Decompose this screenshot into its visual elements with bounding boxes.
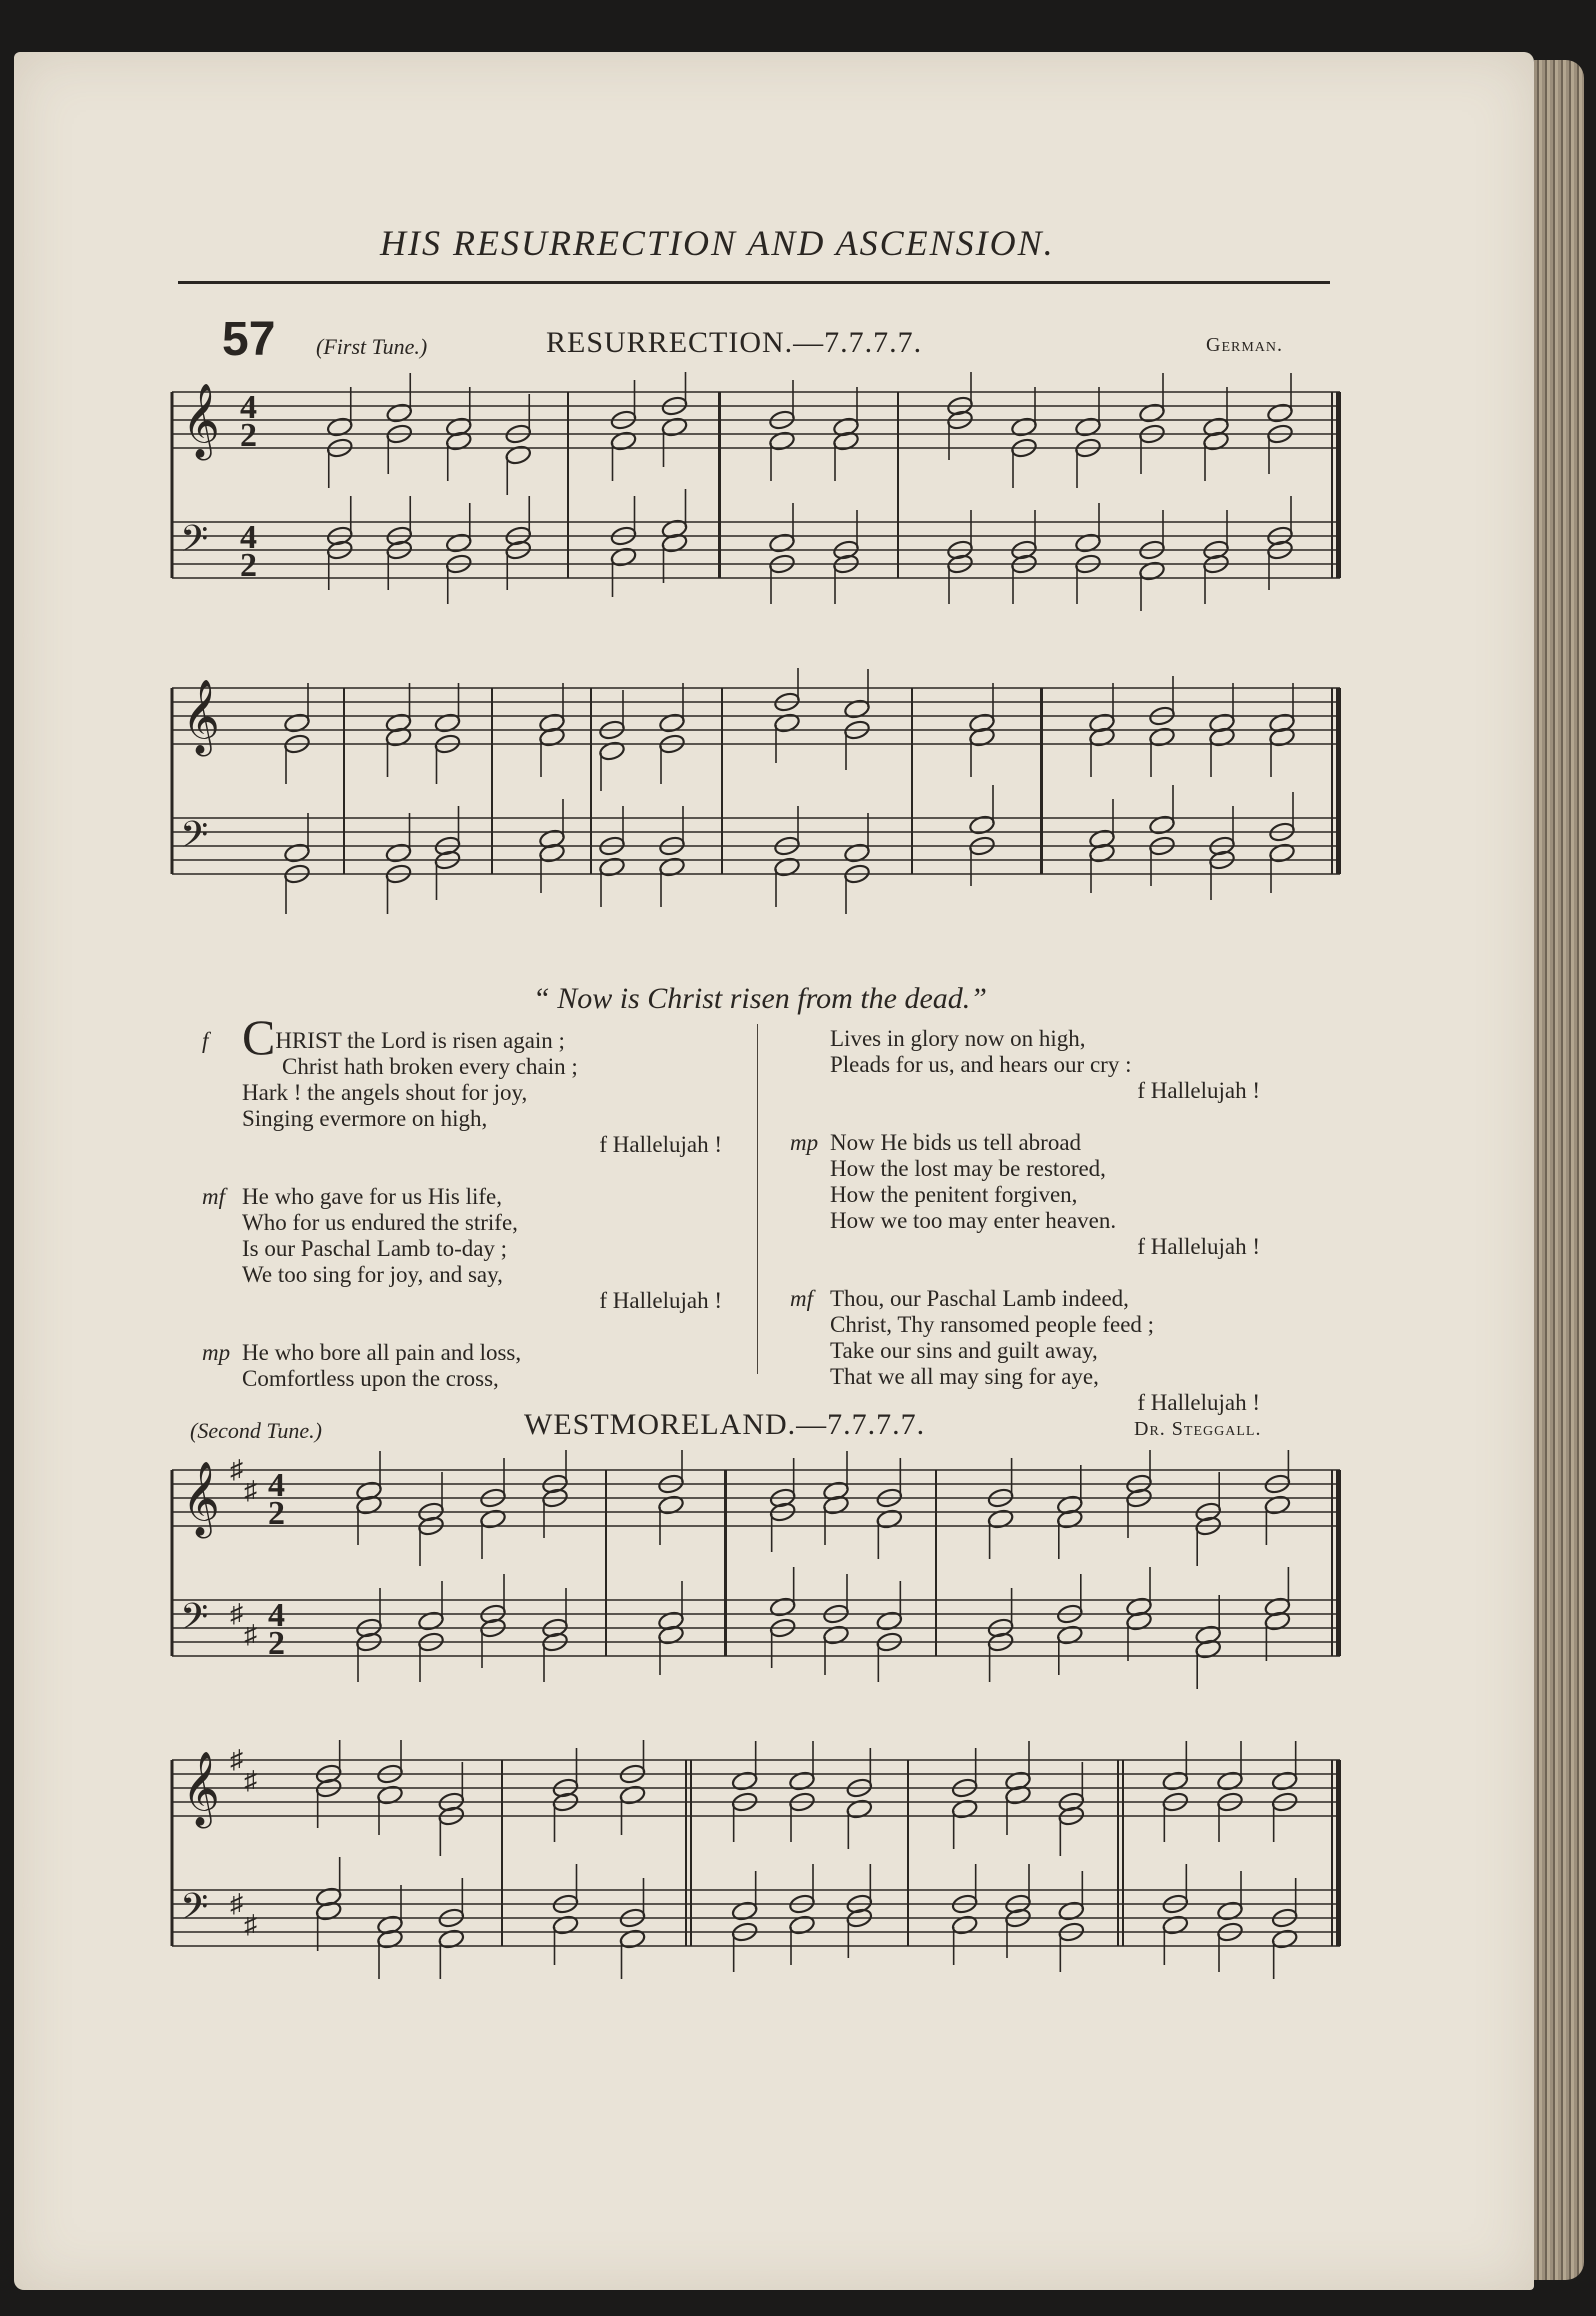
stanza bbox=[790, 1026, 1260, 1104]
time-signature-digit: 4 bbox=[240, 519, 257, 556]
bass-clef: 𝄢 bbox=[180, 518, 209, 569]
refrain-line bbox=[202, 1132, 722, 1158]
verse-text: Take our sins and guilt away, bbox=[830, 1338, 1098, 1363]
verse-line bbox=[202, 1210, 722, 1236]
verse-line bbox=[790, 1026, 1260, 1052]
running-head: HIS RESURRECTION AND ASCENSION. bbox=[380, 223, 1055, 263]
time-signature-digit: 4 bbox=[268, 1597, 285, 1634]
music-system-3 bbox=[160, 1450, 1350, 1730]
verse-line bbox=[790, 1182, 1260, 1208]
epigraph: “ Now is Christ risen from the dead.” bbox=[533, 982, 987, 1015]
refrain-line bbox=[202, 1288, 722, 1314]
verse-text: Hark ! the angels shout for joy, bbox=[242, 1080, 528, 1105]
stanza bbox=[202, 1340, 722, 1392]
verse-line bbox=[202, 1080, 722, 1106]
final-barline-thick bbox=[1336, 1470, 1341, 1656]
verse-text: We too sing for joy, and say, bbox=[242, 1262, 503, 1287]
dynamic-mark: mp bbox=[790, 1130, 819, 1155]
time-signature-digit: 4 bbox=[268, 1467, 285, 1504]
key-sharp: ♯ bbox=[230, 1455, 243, 1484]
time-signature-digit: 2 bbox=[268, 1625, 285, 1662]
verse-text: How the lost may be restored, bbox=[830, 1156, 1106, 1181]
verse-text: How we too may enter heaven. bbox=[830, 1208, 1117, 1233]
verse-text: Comfortless upon the cross, bbox=[242, 1366, 499, 1391]
bass-clef: 𝄢 bbox=[180, 1886, 209, 1937]
time-signature-digit: 2 bbox=[268, 1495, 285, 1532]
bass-clef: 𝄢 bbox=[180, 814, 209, 865]
verse-text: Christ hath broken every chain ; bbox=[282, 1054, 578, 1079]
verse-text: Who for us endured the strife, bbox=[242, 1210, 518, 1235]
treble-clef: 𝄞 bbox=[182, 1462, 220, 1536]
dynamic-mark: mf bbox=[202, 1184, 225, 1209]
first-tune-composer: German. bbox=[1206, 334, 1284, 356]
key-sharp: ♯ bbox=[230, 1889, 243, 1918]
second-tune-composer: Dr. Steggall. bbox=[1134, 1418, 1262, 1440]
verse-text: HRIST the Lord is risen again ; bbox=[275, 1028, 565, 1053]
verse-line bbox=[202, 1184, 722, 1210]
header-rule bbox=[178, 281, 1330, 284]
second-tune-label: (Second Tune.) bbox=[190, 1418, 322, 1443]
treble-clef: 𝄞 bbox=[182, 1752, 220, 1826]
verse-line bbox=[202, 1366, 722, 1392]
key-sharp: ♯ bbox=[230, 1745, 243, 1774]
verse-column-left bbox=[202, 1009, 722, 1418]
music-system-4 bbox=[160, 1740, 1350, 2040]
verse-line bbox=[790, 1364, 1260, 1390]
verse-text: He who gave for us His life, bbox=[242, 1184, 502, 1209]
verse-text: Pleads for us, and hears our cry : bbox=[830, 1052, 1132, 1077]
verse-line bbox=[202, 1054, 722, 1080]
first-tune-name: RESURRECTION.—7.7.7.7. bbox=[546, 326, 923, 359]
hymn-number: 57 bbox=[222, 313, 276, 366]
verse-line bbox=[790, 1156, 1260, 1182]
final-barline-thick bbox=[1336, 392, 1341, 578]
page-edges bbox=[1534, 60, 1584, 2280]
final-barline-thick bbox=[1336, 688, 1341, 874]
treble-staff bbox=[172, 1470, 1340, 1526]
dynamic-mark: f bbox=[202, 1028, 209, 1053]
key-sharp: ♯ bbox=[244, 1910, 257, 1939]
verse-line bbox=[790, 1338, 1260, 1364]
verse-line bbox=[202, 1340, 722, 1366]
verse-text: Lives in glory now on high, bbox=[830, 1026, 1086, 1051]
verse-text: Christ, Thy ransomed people feed ; bbox=[830, 1312, 1155, 1337]
verse-text: Singing evermore on high, bbox=[242, 1106, 488, 1131]
key-sharp: ♯ bbox=[244, 1476, 257, 1505]
treble-clef: 𝄞 bbox=[182, 384, 220, 458]
verse-text: How the penitent forgiven, bbox=[830, 1182, 1078, 1207]
stanza bbox=[790, 1130, 1260, 1260]
dynamic-mark: mf bbox=[790, 1286, 813, 1311]
key-sharp: ♯ bbox=[244, 1620, 257, 1649]
time-signature-digit: 4 bbox=[240, 389, 257, 426]
bass-staff bbox=[172, 522, 1340, 578]
verse-text: f Hallelujah ! bbox=[1137, 1390, 1260, 1415]
verse-line bbox=[790, 1286, 1260, 1312]
final-barline-thick bbox=[1336, 1760, 1341, 1946]
verse-text: f Hallelujah ! bbox=[1137, 1234, 1260, 1259]
key-sharp: ♯ bbox=[230, 1599, 243, 1628]
key-sharp: ♯ bbox=[244, 1766, 257, 1795]
verse-line bbox=[790, 1208, 1260, 1234]
music-system-1 bbox=[160, 372, 1350, 652]
verse-text: f Hallelujah ! bbox=[599, 1132, 722, 1157]
verse-text: Is our Paschal Lamb to-day ; bbox=[242, 1236, 508, 1261]
treble-staff bbox=[172, 688, 1340, 744]
time-signature-digit: 2 bbox=[240, 547, 257, 584]
time-signature-digit: 2 bbox=[240, 417, 257, 454]
stanza bbox=[202, 1009, 722, 1158]
stanza bbox=[202, 1184, 722, 1314]
bass-staff bbox=[172, 818, 1340, 874]
verse-text: Now He bids us tell abroad bbox=[830, 1130, 1082, 1155]
verse-text: f Hallelujah ! bbox=[599, 1288, 722, 1313]
column-divider bbox=[757, 1024, 758, 1374]
drop-cap: C bbox=[242, 1009, 276, 1065]
verse-text: f Hallelujah ! bbox=[1137, 1078, 1260, 1103]
refrain-line bbox=[790, 1234, 1260, 1260]
verse-line bbox=[790, 1052, 1260, 1078]
treble-clef: 𝄞 bbox=[182, 680, 220, 754]
verse-line bbox=[202, 1236, 722, 1262]
verse-text: That we all may sing for aye, bbox=[830, 1364, 1099, 1389]
music-system-2 bbox=[160, 668, 1350, 968]
verse-line bbox=[202, 1106, 722, 1132]
stanza bbox=[790, 1286, 1260, 1416]
second-tune-name: WESTMORELAND.—7.7.7.7. bbox=[524, 1408, 926, 1441]
refrain-line bbox=[790, 1078, 1260, 1104]
dynamic-mark: mp bbox=[202, 1340, 231, 1365]
verse-line bbox=[202, 1262, 722, 1288]
bass-clef: 𝄢 bbox=[180, 1596, 209, 1647]
verse-text: He who bore all pain and loss, bbox=[242, 1340, 522, 1365]
verse-line bbox=[202, 1009, 722, 1065]
verse-column-right bbox=[790, 1026, 1260, 1442]
verse-line bbox=[790, 1130, 1260, 1156]
verse-text: Thou, our Paschal Lamb indeed, bbox=[830, 1286, 1129, 1311]
verse-line bbox=[790, 1312, 1260, 1338]
first-tune-label: (First Tune.) bbox=[316, 334, 428, 359]
bass-staff bbox=[172, 1600, 1340, 1656]
